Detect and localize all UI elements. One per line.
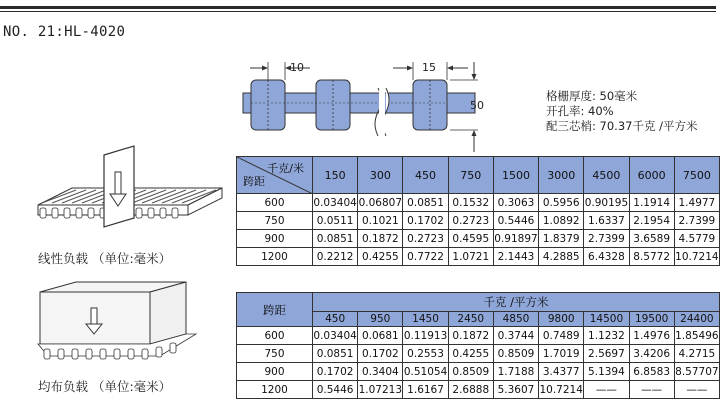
value-cell: 0.51054: [403, 363, 448, 381]
unit-header: 千克/米: [267, 162, 304, 175]
column-header: 950: [358, 312, 403, 327]
value-cell: 3.6589: [629, 230, 674, 248]
line-load-table: [236, 156, 720, 266]
dim-label-pitch-a: 10: [290, 61, 304, 74]
value-cell: 5.1394: [584, 363, 629, 381]
value-cell: 1.8379: [539, 230, 584, 248]
model-number: NO. 21:HL-4020: [3, 24, 126, 40]
spec-open-ratio: 开孔率: 40%: [546, 104, 614, 118]
table-row: [237, 248, 720, 266]
value-cell: ——: [629, 381, 674, 399]
column-header: 1500: [493, 157, 538, 194]
table-row: [237, 363, 720, 381]
value-cell: 0.3063: [493, 194, 538, 212]
table-row: [237, 381, 720, 399]
value-cell: 6.8583: [629, 363, 674, 381]
column-header: 450: [313, 312, 358, 327]
line-load-illustration: [38, 146, 222, 227]
column-header: 9800: [539, 312, 584, 327]
spec-weight: 配三芯梢: 70.37千克 /平方米: [546, 119, 698, 133]
value-cell: 0.4255: [448, 345, 493, 363]
value-cell: 0.5956: [539, 194, 584, 212]
value-cell: 8.57707: [674, 363, 719, 381]
value-cell: 0.7722: [403, 248, 448, 266]
value-cell: 1.4977: [674, 194, 719, 212]
value-cell: 0.11913: [403, 327, 448, 345]
value-cell: 0.7489: [539, 327, 584, 345]
value-cell: 4.5779: [674, 230, 719, 248]
span-header: 跨距: [243, 175, 265, 188]
dim-label-pitch-b: 15: [422, 61, 436, 74]
spec-block: [546, 88, 697, 133]
value-cell: 2.1954: [629, 212, 674, 230]
value-cell: 0.03404: [313, 194, 358, 212]
value-cell: 5.3607: [493, 381, 538, 399]
value-cell: 1.07213: [358, 381, 403, 399]
value-cell: ——: [674, 381, 719, 399]
column-header: 1450: [403, 312, 448, 327]
span-header: 跨距: [237, 293, 313, 327]
value-cell: 1.4976: [629, 327, 674, 345]
value-cell: 0.8509: [493, 345, 538, 363]
row-span-cell: 900: [237, 363, 313, 381]
row-span-cell: 750: [237, 345, 313, 363]
column-header: 2450: [448, 312, 493, 327]
value-cell: 0.0851: [313, 230, 358, 248]
column-header: 150: [313, 157, 358, 194]
even-load-table: [236, 292, 720, 399]
row-span-cell: 750: [237, 212, 313, 230]
value-cell: 0.4595: [448, 230, 493, 248]
table-row: [237, 345, 720, 363]
value-cell: 0.0851: [313, 345, 358, 363]
value-cell: 0.1702: [403, 212, 448, 230]
value-cell: ——: [584, 381, 629, 399]
value-cell: 0.0851: [403, 194, 448, 212]
value-cell: 0.91897: [493, 230, 538, 248]
column-header: 300: [358, 157, 403, 194]
line-load-label: 线性负载 （单位:毫米）: [38, 251, 172, 266]
row-span-cell: 600: [237, 327, 313, 345]
grating-profile-diagram: [243, 62, 478, 152]
table-row: [237, 212, 720, 230]
value-cell: 8.5772: [629, 248, 674, 266]
column-header: 3000: [539, 157, 584, 194]
value-cell: 0.1532: [448, 194, 493, 212]
even-load-illustration: [38, 282, 196, 359]
table-row: [237, 230, 720, 248]
value-cell: 2.5697: [584, 345, 629, 363]
column-header: 4850: [493, 312, 538, 327]
value-cell: 10.7214: [539, 381, 584, 399]
value-cell: 0.90195: [584, 194, 629, 212]
value-cell: 0.2553: [403, 345, 448, 363]
column-header: 6000: [629, 157, 674, 194]
value-cell: 4.2885: [539, 248, 584, 266]
value-cell: 1.6167: [403, 381, 448, 399]
value-cell: 4.2715: [674, 345, 719, 363]
value-cell: 1.7188: [493, 363, 538, 381]
value-cell: 0.0681: [358, 327, 403, 345]
table-row: [237, 327, 720, 345]
value-cell: 0.1021: [358, 212, 403, 230]
value-cell: 0.2723: [403, 230, 448, 248]
value-cell: 0.4255: [358, 248, 403, 266]
value-cell: 0.5446: [313, 381, 358, 399]
spec-bar-thickness: 格栅厚度: 50毫米: [546, 89, 638, 103]
row-span-cell: 1200: [237, 381, 313, 399]
value-cell: 0.5446: [493, 212, 538, 230]
value-cell: 0.8509: [448, 363, 493, 381]
value-cell: 0.0511: [313, 212, 358, 230]
column-header: 19500: [629, 312, 674, 327]
table-corner-cell: [237, 157, 313, 194]
value-cell: 1.0721: [448, 248, 493, 266]
column-header: 4500: [584, 157, 629, 194]
column-header: 450: [403, 157, 448, 194]
value-cell: 0.1702: [313, 363, 358, 381]
value-cell: 0.2212: [313, 248, 358, 266]
value-cell: 1.1914: [629, 194, 674, 212]
value-cell: 2.7399: [674, 212, 719, 230]
value-cell: 2.1443: [493, 248, 538, 266]
column-header: 7500: [674, 157, 719, 194]
value-cell: 3.4206: [629, 345, 674, 363]
dim-label-height: 50: [470, 99, 484, 112]
column-header: 24400: [674, 312, 719, 327]
value-cell: 1.0892: [539, 212, 584, 230]
value-cell: 2.7399: [584, 230, 629, 248]
even-load-label: 均布负载 （单位:毫米）: [38, 379, 172, 394]
row-span-cell: 1200: [237, 248, 313, 266]
column-header: 14500: [584, 312, 629, 327]
value-cell: 0.06807: [358, 194, 403, 212]
value-cell: 0.2723: [448, 212, 493, 230]
value-cell: 0.1872: [448, 327, 493, 345]
value-cell: 0.3404: [358, 363, 403, 381]
value-cell: 2.6888: [448, 381, 493, 399]
row-span-cell: 900: [237, 230, 313, 248]
value-cell: 10.7214: [674, 248, 719, 266]
value-cell: 1.7019: [539, 345, 584, 363]
value-cell: 1.1232: [584, 327, 629, 345]
value-cell: 0.03404: [313, 327, 358, 345]
value-cell: 0.1702: [358, 345, 403, 363]
value-cell: 0.3744: [493, 327, 538, 345]
value-cell: 3.4377: [539, 363, 584, 381]
row-span-cell: 600: [237, 194, 313, 212]
value-cell: 1.85496: [674, 327, 719, 345]
table-row: [237, 194, 720, 212]
column-header: 750: [448, 157, 493, 194]
value-cell: 1.6337: [584, 212, 629, 230]
value-cell: 6.4328: [584, 248, 629, 266]
value-cell: 0.1872: [358, 230, 403, 248]
unit-header: 千克 /平方米: [313, 293, 720, 312]
